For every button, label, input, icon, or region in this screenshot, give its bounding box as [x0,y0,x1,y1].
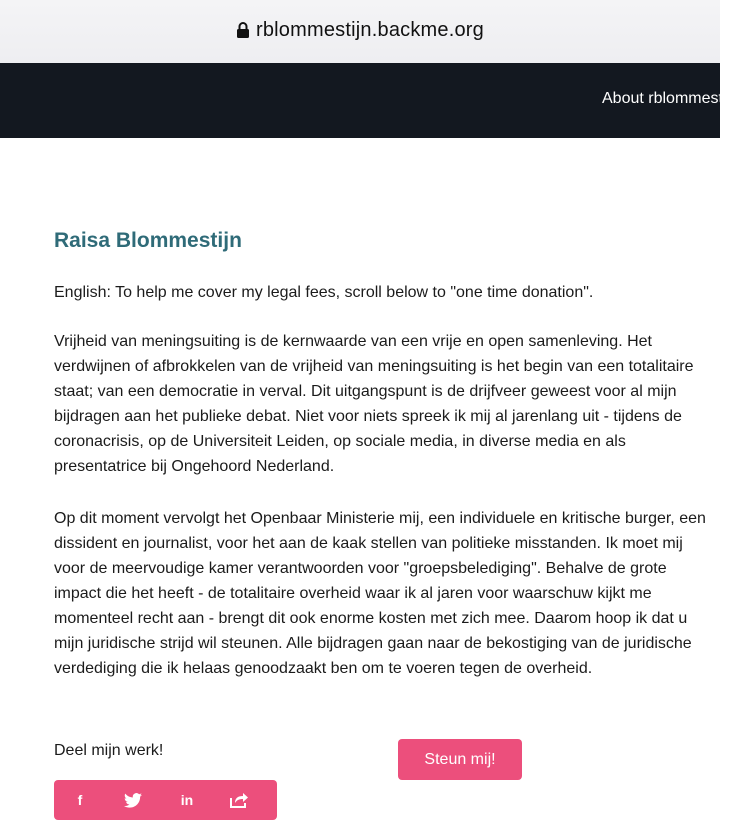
linkedin-share-button[interactable] [175,792,199,808]
page-title: Raisa Blommestijn [54,229,242,252]
share-label: Deel mijn werk! [54,742,164,759]
intro-paragraph-3: Op dit moment vervolgt het Openbaar Ministerie mij, een individuele en kritische burger, een dissident en journalist, voor het aan de kaak stellen van politieke misstanden. Ik moet mij voor de meervoudige kamer verantwoorden voor "groepsbelediging". Behalve de grote impact die het heeft - de totalitaire overheid waar ik al jaren voor waarschuw kijkt me momenteel recht aan - brengt dit ook enorme kosten met zich mee. Daarom hoop ik dat u mijn juridische strijd wil steunen. Alle bijdragen gaan naar de bekostiging van de juridische verdediging die ik helaas genoodzaakt ben om te voeren tegen de overheid. [54,510,706,677]
facebook-share-button[interactable] [68,792,92,808]
top-navbar [0,63,739,138]
generic-share-button[interactable] [227,792,251,808]
share-buttons-bar [54,780,277,820]
facebook-icon: f [77,792,83,808]
profile-header [54,226,714,256]
twitter-icon [124,793,142,808]
browser-address-bar[interactable] [0,0,720,63]
twitter-share-button[interactable] [121,792,145,808]
intro-paragraph-2: Vrijheid van meningsuiting is de kernwaarde van een vrije en open samenleving. Het verdwijnen of afbrokkelen van de vrijheid van meningsuiting is het begin van een totalitaire staat; van een democratie in verval. Dit uitgangspunt is de drijfveer geweest voor al mijn bijdragen aan het publieke debat. Niet voor niets spreek ik mij al jarenlang uit - tijdens de coronacrisis, op de Universiteit Leiden, op sociale media, in diverse media en als presentatrice bij Ongehoord Nederland. [54,333,694,475]
linkedin-icon: in [180,792,194,808]
share-icon [229,792,249,808]
support-button[interactable]: Steun mij! [398,739,522,780]
url-display[interactable] [236,19,484,42]
url-text: rblommestijn.backme.org [255,18,484,41]
nav-about-link[interactable]: About rblommestijn [602,90,739,107]
lock-icon [236,21,250,39]
intro-paragraph-english: English: To help me cover my legal fees, scroll below to "one time donation". [54,284,594,301]
